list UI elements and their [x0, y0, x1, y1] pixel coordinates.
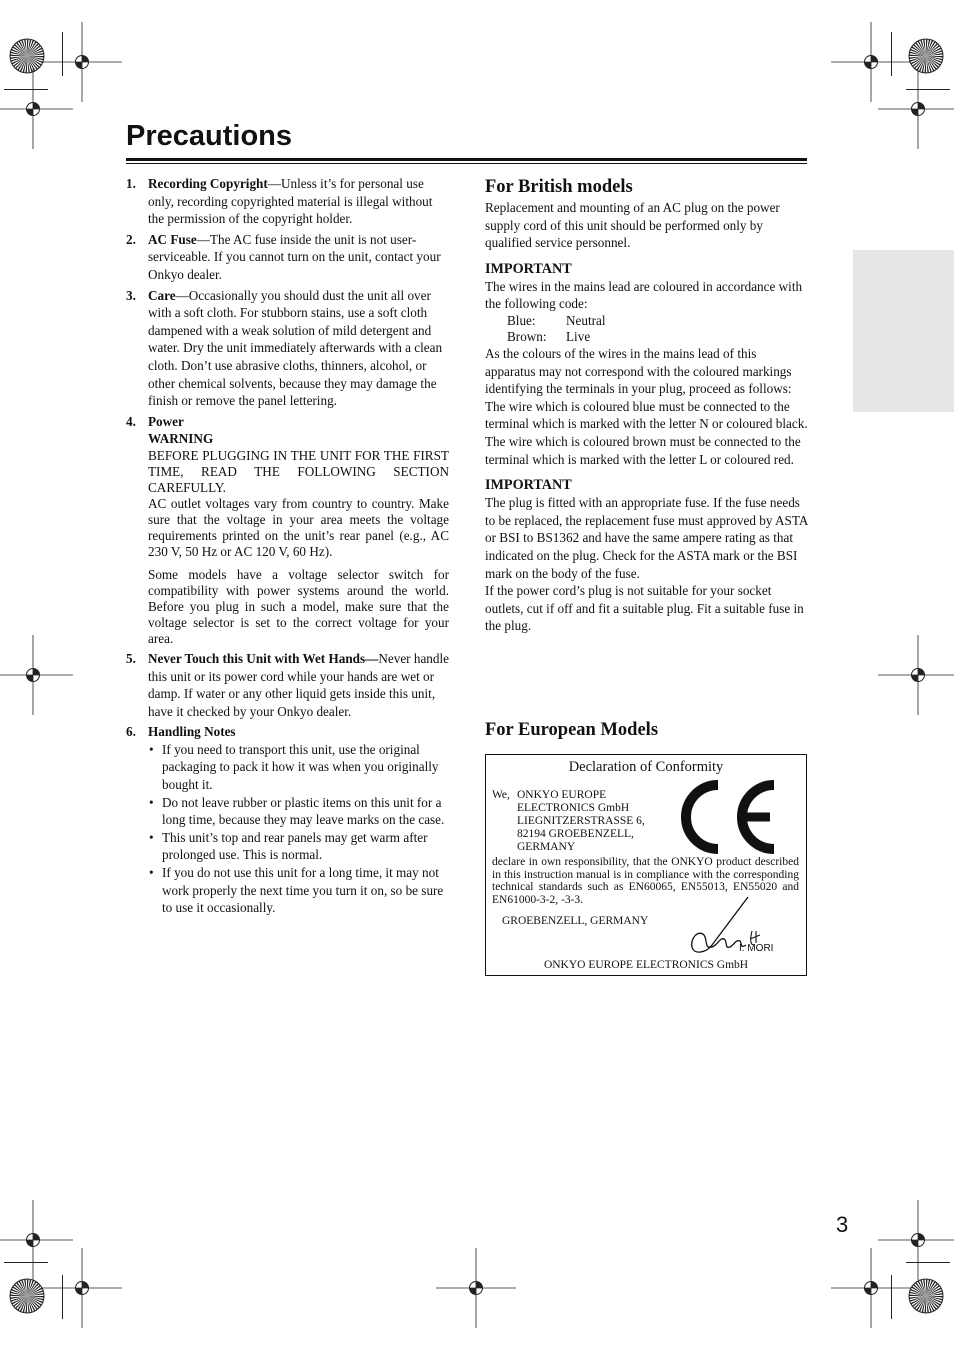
item-label: Care [148, 287, 176, 303]
subheading: IMPORTANT [485, 260, 572, 277]
subheading: IMPORTANT [485, 477, 572, 494]
title-rule-thin [126, 163, 807, 164]
list-item: • This unit’s top and rear panels may get warm after prolonged use. This is normal. [148, 829, 449, 864]
address-line: ONKYO EUROPE [517, 789, 607, 801]
registration-crosshair-icon [878, 635, 954, 715]
wire-code-list [485, 313, 808, 345]
item-number: 5. [126, 650, 136, 666]
paragraph: The plug is fitted with an appropriate fuse. If the fuse needs to be replaced, the replacement fuse must approved by ASTA or BSI to BS1362 and have the same ampere rating as that indicated on the plug. Check for the ASTA mark or the BSI mark on the body of the fuse. [485, 495, 808, 581]
precautions-list [126, 175, 449, 920]
item-body [148, 287, 449, 410]
list-item [126, 231, 449, 284]
list-item [126, 723, 449, 917]
item-number: 3. [126, 287, 136, 303]
address-line: GERMANY [517, 841, 576, 853]
british-models-section [485, 175, 808, 635]
address-line: LIEGNITZERSTRASSE 6, [517, 815, 645, 827]
crop-line [4, 1262, 48, 1263]
power-paragraph: AC outlet voltages vary from country to country. Make sure that the voltage in your area meets the voltage requirements printed on the unit’s rear panel (e.g., AC 230 V, 50 Hz or AC 120 V, 60 Hz). [148, 495, 449, 559]
wire-value: Live [566, 328, 591, 344]
warning-text: BEFORE PLUGGING IN THE UNIT FOR THE FIRST TIME, READ THE FOLLOWING SECTION CAREFULLY. [148, 447, 449, 495]
declaration-statement: declare in own responsibility, that the ONKYO product described in this instruction manual is in compliance with the corresponding technical standards such as EN60065, EN55013, EN55020 and EN61000-3-2, -3-3. [492, 856, 799, 906]
crop-line [62, 32, 63, 76]
item-label: Power [148, 413, 184, 429]
item-body [148, 413, 449, 647]
crop-line [62, 1275, 63, 1319]
list-item [126, 175, 449, 228]
address-line: ELECTRONICS GmbH [517, 802, 630, 814]
item-text: —The AC fuse inside the unit is not user-serviceable. If you cannot turn on the unit, contact your Onkyo dealer. [148, 231, 441, 282]
list-item [126, 650, 449, 720]
side-tab [853, 250, 954, 412]
registration-crosshair-icon [831, 1248, 911, 1328]
list-item: • If you do not use this unit for a long time, it may not work properly the next time you turn it on, so be sure to use it occasionally. [148, 864, 449, 917]
declaration-box [485, 754, 807, 976]
registration-crosshair-icon [0, 635, 73, 715]
ce-mark-icon [676, 779, 782, 855]
registration-crosshair-icon [0, 69, 73, 149]
paragraph: If the power cord’s plug is not suitable for your socket outlets, cut if off and fit a suitable plug. Fit a suitable fuse in the plug. [485, 583, 804, 634]
list-item [507, 313, 808, 329]
item-number: 6. [126, 724, 136, 740]
power-paragraph: Some models have a voltage selector switch for compatibility with power systems around the world. Before you plug in such a model, make sure that the voltage selector is set to the correct voltage for your area. [148, 566, 449, 646]
paragraph: The wires in the mains lead are coloured in accordance with the following code: [485, 278, 803, 312]
item-label: Handling Notes [148, 724, 236, 740]
crop-line [906, 89, 950, 90]
registration-crosshair-icon [436, 1248, 516, 1328]
crop-line [906, 1262, 950, 1263]
section-heading: For British models [485, 177, 633, 197]
address-line: 82194 GROEBENZELL, [517, 828, 634, 840]
paragraph: The wire which is coloured blue must be connected to the terminal which is marked with the letter N or coloured black. [485, 398, 808, 432]
item-label: AC Fuse [148, 231, 197, 247]
paragraph: As the colours of the wires in the mains lead of this apparatus may not correspond with the coloured markings identifying the terminals in your plug, proceed as follows: [485, 345, 792, 397]
item-text: —Occasionally you should dust the unit all over with a soft cloth. For stubborn stains, use a soft cloth dampened with a weak solution of mild detergent and water. Dry the unit immediately afterwards with a clean cloth. Don’t use abrasive cloths, thinners, alcohol, or other chemical solvents, because they may damage the finish or remove the panel lettering. [148, 287, 443, 409]
list-item [126, 287, 449, 410]
european-heading: For European Models [485, 720, 659, 740]
item-label: Never Touch this Unit with Wet Hands— [148, 650, 379, 666]
list-item [507, 329, 808, 345]
declaration-address [517, 789, 645, 854]
paragraph: The wire which is coloured brown must be connected to the terminal which is marked with the letter L or coloured red. [485, 433, 801, 467]
handling-notes-list [148, 741, 449, 917]
item-body [148, 175, 449, 228]
registration-crosshair-icon [42, 1248, 122, 1328]
signatory-name: I. MORI [739, 943, 774, 954]
item-number: 4. [126, 413, 136, 429]
registration-crosshair-icon [878, 69, 954, 149]
crop-line [891, 32, 892, 76]
page-title: Precautions [126, 120, 292, 152]
crop-line [4, 89, 48, 90]
list-item: • Do not leave rubber or plastic items on this unit for a long time, because they may leave marks on the case. [148, 794, 449, 829]
item-body [148, 723, 449, 917]
item-label: Recording Copyright [148, 176, 268, 191]
wire-key: Brown: [507, 328, 547, 344]
list-item [126, 413, 449, 647]
wire-key: Blue: [507, 312, 536, 328]
item-body [148, 231, 449, 284]
warning-label: WARNING [148, 431, 214, 447]
registration-star-icon [9, 1278, 45, 1314]
item-number: 1. [126, 176, 136, 191]
declaration-company: ONKYO EUROPE ELECTRONICS GmbH [543, 959, 749, 971]
wire-value: Neutral [566, 312, 606, 328]
list-item: • If you need to transport this unit, use the original packaging to pack it how it was when you originally bought it. [148, 741, 449, 794]
crop-line [891, 1275, 892, 1319]
declaration-place: GROEBENZELL, GERMANY [502, 915, 649, 927]
item-body [148, 650, 449, 720]
declaration-we: We, [492, 789, 510, 801]
paragraph: Replacement and mounting of an AC plug on the power supply cord of this unit should be performed only by qualified service personnel. [485, 200, 780, 251]
item-number: 2. [126, 231, 136, 247]
title-rule-thick [126, 158, 807, 161]
item-text: —Unless it’s for personal use only, recording copyrighted material is illegal without the permission of the copyright holder. [148, 176, 433, 227]
page-number: 3 [836, 1212, 849, 1237]
registration-star-icon [908, 1278, 944, 1314]
item-text: Never handle this unit or its power cord while your hands are wet or damp. If water or any other liquid gets inside this unit, have it checked by your Onkyo dealer. [148, 650, 450, 719]
declaration-title: Declaration of Conformity [568, 759, 724, 775]
